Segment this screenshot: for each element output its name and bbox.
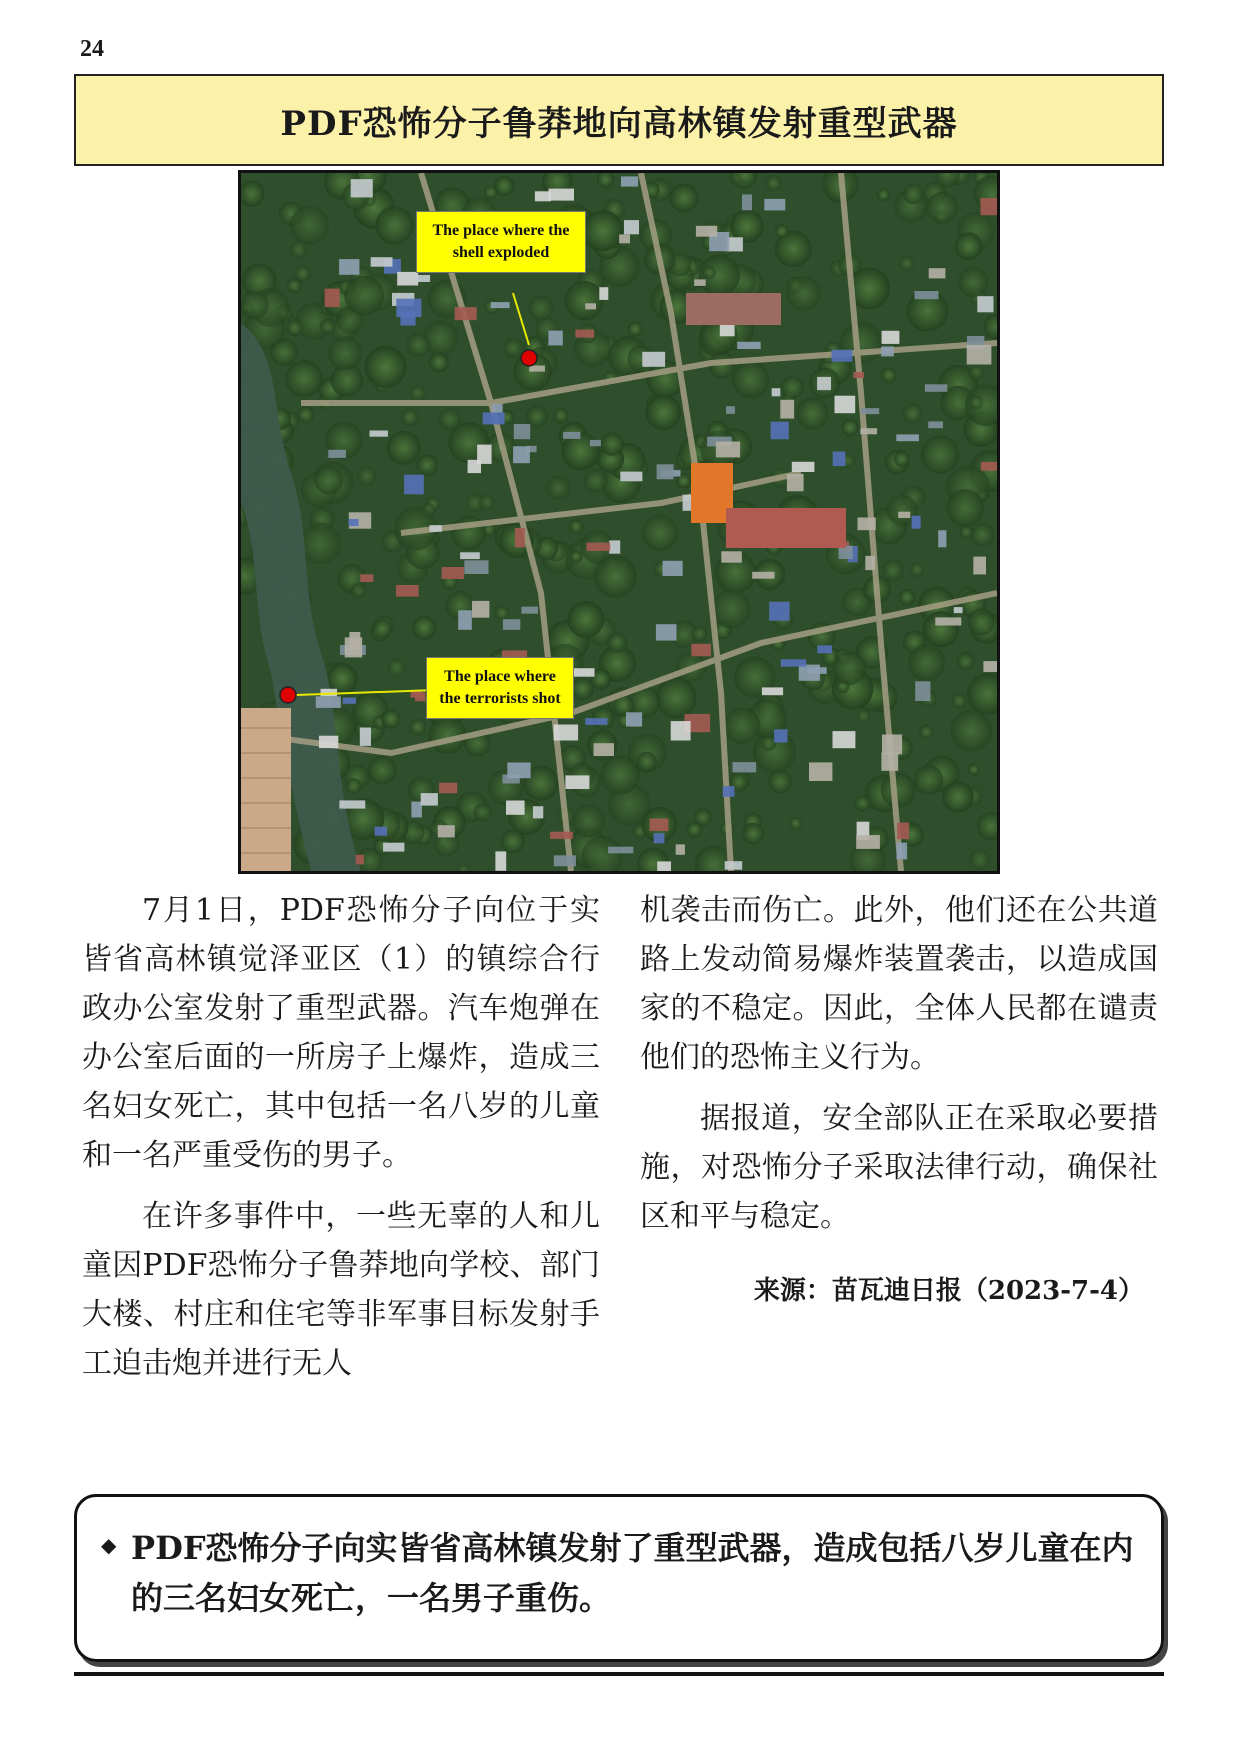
house-roof — [609, 540, 620, 553]
paragraph: 据报道，安全部队正在采取必要措施，对恐怖分子采取法律行动，确保社区和平与稳定。 — [640, 1101, 1158, 1234]
tree — [409, 719, 426, 736]
tree — [567, 601, 604, 638]
large-roof-building — [686, 293, 781, 325]
house-roof — [351, 179, 373, 197]
shooting-marker — [280, 687, 296, 703]
house-roof — [548, 331, 562, 346]
house-roof — [325, 289, 340, 308]
house-roof — [587, 543, 611, 551]
tree — [919, 725, 933, 739]
tree — [412, 616, 436, 640]
tree — [732, 361, 770, 399]
house-roof — [853, 372, 864, 378]
tree — [314, 466, 343, 495]
tree — [381, 709, 400, 728]
tree — [628, 321, 643, 336]
house-roof — [833, 731, 856, 748]
house-roof — [856, 835, 880, 849]
house-roof — [442, 567, 465, 579]
tree — [642, 515, 678, 551]
house-roof — [694, 279, 706, 286]
house-roof — [938, 530, 946, 547]
tree — [346, 778, 362, 794]
house-roof — [624, 220, 639, 234]
house-roof — [455, 307, 477, 320]
house-roof — [912, 516, 921, 529]
tree — [368, 756, 397, 785]
tree — [970, 849, 990, 869]
house-roof — [554, 725, 579, 741]
article-body — [82, 886, 1158, 1400]
house-roof — [882, 735, 902, 755]
tree — [416, 454, 438, 476]
callout-explosion — [416, 211, 586, 273]
tree — [703, 266, 716, 279]
house-roof — [575, 330, 594, 338]
house-roof — [981, 462, 997, 471]
house-roof — [764, 199, 785, 211]
title-banner — [74, 74, 1164, 166]
house-roof — [967, 345, 992, 365]
summary-text: PDF恐怖分子向实皆省高林镇发射了重型武器，造成包括八岁儿童在内的三名妇女死亡，一名男子重伤。 — [131, 1529, 1134, 1617]
tree — [656, 677, 697, 718]
house-roof — [608, 847, 633, 854]
house-roof — [491, 302, 510, 308]
house-roof — [973, 557, 986, 575]
tree — [372, 619, 392, 639]
house-roof — [515, 528, 525, 547]
tree — [952, 693, 967, 708]
callout-shooting-line2: the terrorists shot — [439, 690, 561, 707]
house-roof — [657, 861, 671, 871]
house-roof — [360, 574, 373, 582]
house-roof — [345, 637, 363, 657]
house-roof — [935, 617, 961, 625]
tree — [571, 677, 594, 700]
tree — [775, 224, 789, 238]
tree — [724, 707, 761, 744]
tree — [406, 333, 430, 357]
red-roof-building — [726, 508, 846, 548]
house-roof — [727, 237, 743, 251]
tree — [297, 406, 314, 423]
bottom-rule — [74, 1672, 1164, 1676]
diamond-bullet-icon: ◆ — [101, 1533, 117, 1557]
house-roof — [896, 434, 919, 441]
house-roof — [492, 404, 503, 413]
house-roof — [468, 460, 481, 473]
house-roof — [925, 384, 947, 392]
tree — [401, 408, 419, 426]
house-roof — [833, 452, 846, 467]
tree — [958, 267, 988, 297]
callout-explosion-line1: The place where the — [432, 222, 570, 239]
tree — [968, 365, 983, 380]
house-roof — [521, 607, 538, 614]
tree — [899, 256, 914, 271]
house-roof — [339, 800, 365, 808]
tree — [241, 291, 269, 319]
house-roof — [928, 421, 943, 428]
house-roof — [396, 585, 419, 597]
tree — [921, 436, 959, 474]
tree — [290, 206, 329, 245]
tree — [344, 276, 384, 316]
house-roof — [742, 194, 752, 210]
house-roof — [529, 366, 545, 372]
house-roof — [533, 806, 543, 818]
house-roof — [654, 833, 665, 843]
tree — [546, 476, 570, 500]
house-roof — [861, 408, 879, 414]
house-roof — [696, 226, 717, 237]
tree — [553, 408, 569, 424]
house-roof — [769, 602, 789, 621]
tree — [742, 823, 764, 845]
tree — [320, 319, 336, 335]
tree — [637, 752, 657, 772]
tree — [692, 626, 708, 642]
house-roof — [506, 801, 525, 815]
tree — [881, 367, 896, 382]
paragraph: 在许多事件中，一些无辜的人和儿童因PDF恐怖分子鲁莽地向学校、部门大楼、村庄和住宅等非军事目标发射手工迫击炮并进行无人 — [82, 1199, 600, 1381]
house-roof — [663, 561, 683, 576]
tree — [504, 338, 524, 358]
house-roof — [716, 442, 740, 458]
house-roof — [725, 861, 743, 870]
tree — [781, 376, 804, 399]
house-roof — [737, 342, 761, 349]
tree — [528, 295, 553, 320]
house-roof — [383, 843, 404, 852]
house-roof — [356, 855, 364, 865]
house-roof — [780, 400, 794, 419]
house-roof — [554, 855, 576, 866]
house-roof — [594, 743, 615, 756]
house-roof — [585, 718, 607, 725]
tree — [494, 176, 514, 196]
tree — [955, 232, 983, 260]
house-roof — [514, 424, 530, 439]
tree — [565, 281, 604, 320]
satellite-image — [241, 173, 997, 871]
house-roof — [549, 189, 575, 201]
tree — [479, 494, 495, 510]
tree — [968, 764, 980, 776]
house-roof — [371, 257, 393, 267]
tree — [429, 352, 449, 372]
house-roof — [954, 607, 963, 613]
house-roof — [483, 412, 505, 424]
tree — [968, 608, 995, 635]
house-roof — [349, 519, 359, 526]
tree — [451, 515, 486, 550]
house-roof — [438, 825, 455, 837]
house-roof — [585, 303, 596, 309]
tree — [594, 555, 637, 598]
house-roof — [495, 851, 506, 870]
house-roof — [977, 296, 993, 312]
house-roof — [620, 472, 642, 482]
tree — [786, 276, 821, 311]
tree — [841, 419, 858, 436]
house-roof — [691, 644, 711, 657]
house-roof — [832, 350, 853, 362]
farmland — [241, 708, 291, 871]
tree — [287, 278, 302, 293]
tree — [769, 770, 792, 793]
house-roof — [411, 802, 422, 818]
tree — [569, 519, 584, 534]
house-roof — [360, 728, 371, 746]
tree — [881, 773, 916, 808]
house-roof — [897, 843, 908, 860]
tree — [914, 765, 944, 795]
tree — [969, 396, 982, 409]
tree — [903, 184, 924, 205]
house-roof — [339, 259, 359, 275]
house-roof — [723, 786, 735, 797]
house-roof — [865, 556, 875, 570]
house-roof — [835, 396, 856, 414]
house-roof — [858, 518, 876, 531]
house-roof — [319, 736, 338, 748]
tree — [854, 795, 871, 812]
source-citation: 来源：苗瓦迪日报（2023-7-4） — [753, 1276, 1144, 1306]
tree — [796, 397, 828, 429]
tree — [923, 611, 959, 647]
house-roof — [370, 431, 388, 437]
house-roof — [817, 645, 832, 653]
house-roof — [817, 377, 831, 390]
tree — [894, 451, 910, 467]
house-roof — [733, 762, 757, 772]
tree — [328, 336, 362, 370]
tree — [970, 523, 994, 547]
house-roof — [316, 696, 341, 708]
house-roof — [860, 428, 877, 434]
house-roof — [321, 689, 338, 697]
tree — [877, 188, 890, 201]
tree — [607, 632, 627, 652]
house-roof — [898, 512, 910, 518]
house-roof — [430, 525, 442, 532]
tree — [600, 432, 624, 456]
tree — [387, 431, 421, 465]
house-roof — [981, 198, 998, 215]
house-roof — [513, 446, 530, 463]
house-roof — [676, 844, 685, 854]
tree — [833, 652, 866, 685]
house-roof — [460, 552, 480, 559]
house-roof — [472, 601, 489, 618]
house-roof — [397, 272, 418, 286]
tree — [646, 395, 682, 431]
tree — [686, 822, 702, 838]
paragraph: 7月1日，PDF恐怖分子向位于实皆省高林镇觉泽亚区（1）的镇综合行政办公室发射了重型武器。汽车炮弹在办公室后面的一所房子上爆炸，造成三名妇女死亡，其中包括一名八岁的儿童和一名严重受伤的男子。 — [82, 893, 600, 1173]
house-roof — [781, 659, 806, 666]
house-roof — [396, 299, 421, 317]
tree — [942, 781, 973, 812]
tree — [474, 803, 492, 821]
house-roof — [787, 474, 804, 491]
tree — [950, 710, 992, 752]
tree — [908, 644, 945, 681]
house-roof — [792, 462, 815, 472]
tree — [903, 403, 923, 423]
tree — [592, 707, 615, 730]
tree — [584, 469, 608, 493]
house-roof — [464, 560, 488, 574]
tree — [882, 560, 903, 581]
tree — [601, 755, 640, 794]
article-column-left — [82, 886, 600, 1400]
house-roof — [458, 610, 472, 630]
house-roof — [882, 331, 900, 344]
house-roof — [915, 291, 939, 299]
page-title: PDF恐怖分子鲁莽地向高林镇发射重型武器 — [280, 103, 958, 144]
house-roof — [771, 422, 789, 440]
house-roof — [590, 440, 601, 446]
article-column-right — [640, 886, 1158, 1400]
tree — [582, 210, 623, 251]
house-roof — [328, 450, 346, 458]
tree — [351, 583, 366, 598]
house-roof — [343, 698, 356, 704]
tree — [387, 658, 406, 677]
house-roof — [929, 268, 946, 278]
tree — [712, 589, 751, 628]
page-number: 24 — [80, 36, 104, 62]
house-roof — [563, 432, 580, 439]
house-roof — [809, 762, 832, 781]
house-roof — [404, 475, 424, 495]
explosion-marker — [521, 350, 537, 366]
callout-shooting — [426, 657, 574, 719]
tree — [789, 817, 802, 830]
house-roof — [726, 406, 735, 414]
house-roof — [881, 752, 898, 770]
tree — [910, 562, 925, 577]
tree — [570, 550, 583, 563]
summary-box — [74, 1494, 1164, 1662]
tree — [899, 589, 915, 605]
tree — [947, 489, 984, 526]
paragraph: 机袭击而伤亡。此外，他们还在公共道路上发动简易爆炸装置袭击，以造成国家的不稳定。因此，全体人民都在谴责他们的恐怖主义行为。 — [640, 893, 1158, 1075]
tree — [357, 466, 376, 485]
tree — [285, 360, 322, 397]
house-roof — [774, 729, 787, 742]
tree — [766, 175, 782, 191]
house-roof — [421, 793, 438, 806]
house-roof — [415, 275, 430, 282]
tree — [670, 184, 699, 213]
tree — [926, 192, 958, 224]
tree — [572, 804, 605, 837]
house-roof — [799, 665, 820, 681]
house-roof — [772, 388, 781, 396]
house-roof — [657, 464, 674, 479]
house-roof — [881, 346, 894, 356]
house-roof — [897, 823, 909, 840]
callout-shooting-line1: The place where — [444, 668, 556, 685]
house-roof — [621, 176, 638, 186]
tree — [501, 829, 525, 853]
house-roof — [752, 572, 774, 579]
tree — [494, 606, 509, 621]
house-roof — [503, 619, 520, 630]
house-roof — [671, 721, 691, 740]
tree — [365, 346, 407, 388]
house-roof — [599, 287, 608, 300]
house-roof — [507, 763, 530, 779]
house-roof — [550, 832, 573, 839]
house-roof — [650, 819, 669, 832]
tree — [957, 652, 975, 670]
house-roof — [626, 712, 642, 726]
house-roof — [721, 551, 742, 562]
house-roof — [565, 775, 589, 789]
satellite-map — [238, 170, 1000, 874]
tree — [857, 709, 870, 722]
house-roof — [642, 352, 665, 367]
house-roof — [915, 681, 930, 701]
house-roof — [762, 687, 783, 695]
tree — [375, 206, 413, 244]
callout-explosion-line2: shell exploded — [452, 244, 550, 261]
tree — [410, 385, 426, 401]
house-roof — [535, 191, 551, 201]
tree — [286, 319, 303, 336]
house-roof — [439, 783, 457, 793]
house-roof — [656, 624, 677, 640]
house-roof — [983, 661, 997, 672]
house-roof — [619, 234, 630, 243]
house-roof — [375, 827, 387, 836]
